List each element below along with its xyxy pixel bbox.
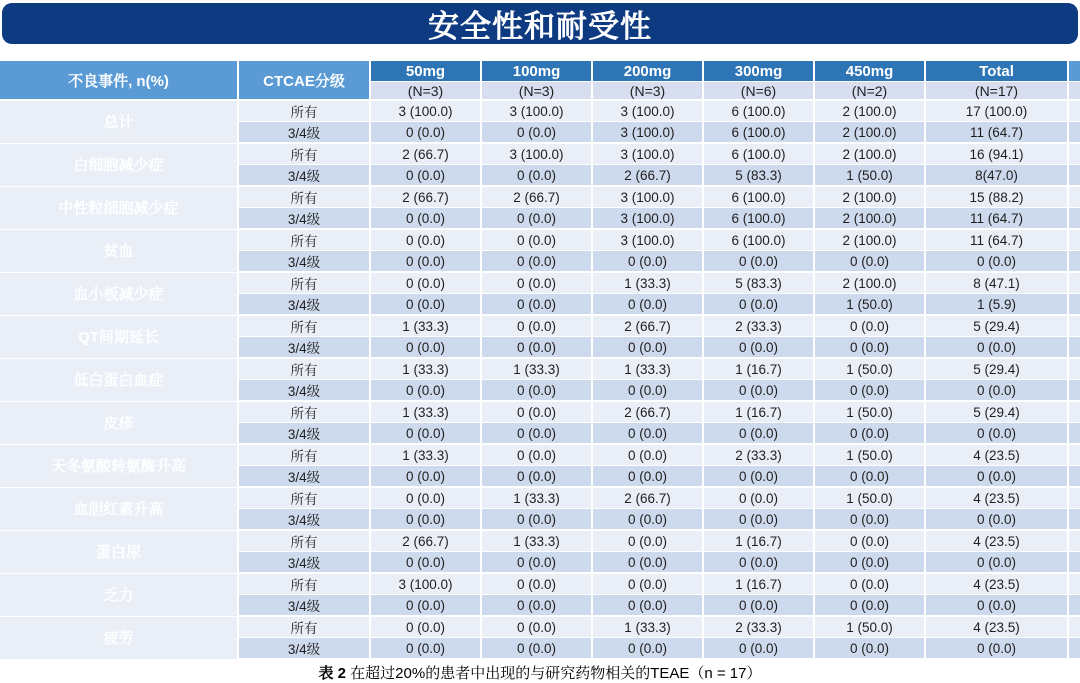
edge-strip-subheader — [1068, 82, 1080, 101]
event-label: 乏力 — [0, 573, 238, 616]
value-cell: 0 (0.0) — [592, 509, 703, 531]
col-subheader-n-200mg: (N=3) — [592, 82, 703, 101]
value-cell: 3 (100.0) — [481, 100, 592, 122]
grade-label-3-4: 3/4级 — [238, 509, 370, 531]
value-cell: 0 (0.0) — [481, 444, 592, 466]
edge-strip-cell — [1068, 552, 1080, 574]
value-cell: 0 (0.0) — [481, 315, 592, 337]
value-cell: 6 (100.0) — [703, 186, 814, 208]
value-cell: 0 (0.0) — [592, 294, 703, 316]
value-cell: 0 (0.0) — [592, 423, 703, 445]
value-cell: 3 (100.0) — [592, 143, 703, 165]
col-header-dose-300mg: 300mg — [703, 61, 814, 82]
value-cell: 0 (0.0) — [481, 337, 592, 359]
col-header-ctcae-grade: CTCAE分级 — [238, 61, 370, 100]
edge-strip-cell — [1068, 423, 1080, 445]
table-row — [0, 616, 1080, 638]
value-cell: 0 (0.0) — [814, 573, 925, 595]
value-cell: 0 (0.0) — [814, 423, 925, 445]
grade-label-all: 所有 — [238, 444, 370, 466]
grade-label-all: 所有 — [238, 401, 370, 423]
edge-strip-cell — [1068, 444, 1080, 466]
grade-label-3-4: 3/4级 — [238, 423, 370, 445]
value-cell: 1 (33.3) — [370, 444, 481, 466]
value-cell: 0 (0.0) — [592, 466, 703, 488]
value-cell: 0 (0.0) — [592, 530, 703, 552]
value-cell: 0 (0.0) — [481, 616, 592, 638]
value-cell: 4 (23.5) — [925, 573, 1068, 595]
table-row — [0, 100, 1080, 122]
value-cell: 0 (0.0) — [481, 552, 592, 574]
value-cell: 3 (100.0) — [481, 143, 592, 165]
value-cell: 6 (100.0) — [703, 100, 814, 122]
value-cell: 1 (33.3) — [592, 616, 703, 638]
value-cell: 2 (100.0) — [814, 122, 925, 144]
value-cell: 8(47.0) — [925, 165, 1068, 187]
value-cell: 0 (0.0) — [814, 638, 925, 660]
table-row — [0, 530, 1080, 552]
value-cell: 0 (0.0) — [814, 251, 925, 273]
value-cell: 2 (100.0) — [814, 208, 925, 230]
value-cell: 0 (0.0) — [703, 337, 814, 359]
value-cell: 11 (64.7) — [925, 229, 1068, 251]
value-cell: 2 (100.0) — [814, 186, 925, 208]
value-cell: 2 (66.7) — [592, 315, 703, 337]
grade-label-3-4: 3/4级 — [238, 251, 370, 273]
value-cell: 0 (0.0) — [703, 595, 814, 617]
value-cell: 0 (0.0) — [703, 509, 814, 531]
value-cell: 0 (0.0) — [814, 509, 925, 531]
event-label: 低白蛋白血症 — [0, 358, 238, 401]
value-cell: 0 (0.0) — [814, 380, 925, 402]
value-cell: 6 (100.0) — [703, 208, 814, 230]
value-cell: 0 (0.0) — [925, 251, 1068, 273]
edge-strip-cell — [1068, 380, 1080, 402]
edge-strip-cell — [1068, 487, 1080, 509]
value-cell: 5 (83.3) — [703, 165, 814, 187]
value-cell: 0 (0.0) — [481, 423, 592, 445]
value-cell: 1 (16.7) — [703, 573, 814, 595]
value-cell: 3 (100.0) — [592, 229, 703, 251]
value-cell: 0 (0.0) — [925, 552, 1068, 574]
value-cell: 0 (0.0) — [370, 616, 481, 638]
value-cell: 11 (64.7) — [925, 122, 1068, 144]
edge-strip-cell — [1068, 401, 1080, 423]
value-cell: 0 (0.0) — [592, 380, 703, 402]
value-cell: 0 (0.0) — [814, 530, 925, 552]
value-cell: 15 (88.2) — [925, 186, 1068, 208]
value-cell: 0 (0.0) — [481, 380, 592, 402]
value-cell: 0 (0.0) — [925, 595, 1068, 617]
value-cell: 0 (0.0) — [481, 165, 592, 187]
grade-label-3-4: 3/4级 — [238, 595, 370, 617]
col-subheader-n-450mg: (N=2) — [814, 82, 925, 101]
value-cell: 2 (100.0) — [814, 143, 925, 165]
value-cell: 1 (33.3) — [481, 487, 592, 509]
value-cell: 0 (0.0) — [703, 251, 814, 273]
value-cell: 0 (0.0) — [370, 423, 481, 445]
value-cell: 4 (23.5) — [925, 530, 1068, 552]
table-row — [0, 487, 1080, 509]
edge-strip-cell — [1068, 616, 1080, 638]
grade-label-all: 所有 — [238, 616, 370, 638]
value-cell: 2 (66.7) — [592, 401, 703, 423]
value-cell: 1 (33.3) — [370, 401, 481, 423]
safety-table — [0, 61, 1080, 660]
value-cell: 3 (100.0) — [370, 100, 481, 122]
value-cell: 5 (29.4) — [925, 315, 1068, 337]
value-cell: 0 (0.0) — [814, 337, 925, 359]
value-cell: 0 (0.0) — [925, 638, 1068, 660]
grade-label-3-4: 3/4级 — [238, 466, 370, 488]
value-cell: 0 (0.0) — [370, 208, 481, 230]
col-header-adverse-event: 不良事件, n(%) — [0, 61, 238, 100]
edge-strip-cell — [1068, 638, 1080, 660]
value-cell: 0 (0.0) — [370, 251, 481, 273]
value-cell: 0 (0.0) — [925, 380, 1068, 402]
grade-label-all: 所有 — [238, 358, 370, 380]
event-label: 蛋白尿 — [0, 530, 238, 573]
edge-strip-cell — [1068, 337, 1080, 359]
value-cell: 2 (66.7) — [592, 487, 703, 509]
value-cell: 0 (0.0) — [703, 638, 814, 660]
grade-label-3-4: 3/4级 — [238, 638, 370, 660]
value-cell: 0 (0.0) — [481, 509, 592, 531]
value-cell: 2 (100.0) — [814, 229, 925, 251]
edge-strip-cell — [1068, 208, 1080, 230]
event-label: 总计 — [0, 100, 238, 143]
value-cell: 0 (0.0) — [481, 208, 592, 230]
title-bar — [2, 3, 1078, 44]
value-cell: 1 (50.0) — [814, 294, 925, 316]
value-cell: 11 (64.7) — [925, 208, 1068, 230]
table-row — [0, 444, 1080, 466]
grade-label-3-4: 3/4级 — [238, 122, 370, 144]
value-cell: 6 (100.0) — [703, 143, 814, 165]
value-cell: 0 (0.0) — [370, 595, 481, 617]
col-subheader-n-300mg: (N=6) — [703, 82, 814, 101]
edge-strip-cell — [1068, 595, 1080, 617]
value-cell: 1 (50.0) — [814, 401, 925, 423]
value-cell: 0 (0.0) — [703, 423, 814, 445]
value-cell: 0 (0.0) — [592, 337, 703, 359]
edge-strip-cell — [1068, 573, 1080, 595]
event-label: 疲劳 — [0, 616, 238, 659]
edge-strip-cell — [1068, 165, 1080, 187]
value-cell: 4 (23.5) — [925, 487, 1068, 509]
grade-label-all: 所有 — [238, 573, 370, 595]
value-cell: 0 (0.0) — [703, 552, 814, 574]
col-header-dose-50mg: 50mg — [370, 61, 481, 82]
value-cell: 3 (100.0) — [592, 122, 703, 144]
grade-label-3-4: 3/4级 — [238, 380, 370, 402]
event-label: 天冬氨酸转氨酶升高 — [0, 444, 238, 487]
value-cell: 0 (0.0) — [481, 229, 592, 251]
value-cell: 1 (16.7) — [703, 401, 814, 423]
value-cell: 6 (100.0) — [703, 122, 814, 144]
value-cell: 1 (33.3) — [370, 315, 481, 337]
edge-strip-cell — [1068, 294, 1080, 316]
edge-strip-cell — [1068, 100, 1080, 122]
value-cell: 0 (0.0) — [925, 423, 1068, 445]
caption-prefix: 表 2 — [318, 665, 346, 682]
value-cell: 1 (16.7) — [703, 530, 814, 552]
edge-strip-cell — [1068, 229, 1080, 251]
value-cell: 0 (0.0) — [814, 315, 925, 337]
grade-label-all: 所有 — [238, 487, 370, 509]
value-cell: 2 (100.0) — [814, 100, 925, 122]
value-cell: 0 (0.0) — [481, 401, 592, 423]
value-cell: 0 (0.0) — [370, 165, 481, 187]
value-cell: 8 (47.1) — [925, 272, 1068, 294]
caption-text: 在超过20%的患者中出现的与研究药物相关的TEAE（n = 17） — [350, 665, 762, 682]
value-cell: 1 (33.3) — [481, 530, 592, 552]
edge-strip-cell — [1068, 466, 1080, 488]
value-cell: 3 (100.0) — [592, 186, 703, 208]
table-row — [0, 272, 1080, 294]
value-cell: 5 (29.4) — [925, 401, 1068, 423]
value-cell: 1 (33.3) — [481, 358, 592, 380]
event-label: QT间期延长 — [0, 315, 238, 358]
value-cell: 0 (0.0) — [592, 251, 703, 273]
table-body — [0, 100, 1080, 659]
event-label: 血小板减少症 — [0, 272, 238, 315]
table-row — [0, 358, 1080, 380]
value-cell: 0 (0.0) — [925, 466, 1068, 488]
value-cell: 0 (0.0) — [814, 466, 925, 488]
page-title: 安全性和耐受性 — [428, 9, 652, 44]
value-cell: 0 (0.0) — [370, 638, 481, 660]
edge-strip-cell — [1068, 122, 1080, 144]
value-cell: 1 (33.3) — [370, 358, 481, 380]
col-subheader-n-100mg: (N=3) — [481, 82, 592, 101]
value-cell: 0 (0.0) — [592, 638, 703, 660]
table-header — [0, 61, 1080, 100]
col-header-dose-total: Total — [925, 61, 1068, 82]
event-label: 中性粒细胞减少症 — [0, 186, 238, 229]
col-subheader-n-total: (N=17) — [925, 82, 1068, 101]
value-cell: 0 (0.0) — [814, 552, 925, 574]
col-header-dose-200mg: 200mg — [592, 61, 703, 82]
value-cell: 0 (0.0) — [481, 595, 592, 617]
value-cell: 1 (50.0) — [814, 616, 925, 638]
edge-strip-header — [1068, 61, 1080, 82]
value-cell: 0 (0.0) — [703, 380, 814, 402]
event-label: 皮疹 — [0, 401, 238, 444]
edge-strip-cell — [1068, 358, 1080, 380]
value-cell: 6 (100.0) — [703, 229, 814, 251]
value-cell: 2 (100.0) — [814, 272, 925, 294]
value-cell: 0 (0.0) — [703, 487, 814, 509]
value-cell: 0 (0.0) — [370, 294, 481, 316]
edge-strip-cell — [1068, 315, 1080, 337]
edge-strip-cell — [1068, 143, 1080, 165]
value-cell: 0 (0.0) — [592, 595, 703, 617]
value-cell: 0 (0.0) — [481, 466, 592, 488]
table-caption — [0, 662, 1080, 683]
value-cell: 1 (50.0) — [814, 487, 925, 509]
value-cell: 0 (0.0) — [370, 337, 481, 359]
value-cell: 0 (0.0) — [370, 122, 481, 144]
edge-strip-cell — [1068, 251, 1080, 273]
value-cell: 2 (66.7) — [481, 186, 592, 208]
event-label: 白细胞减少症 — [0, 143, 238, 186]
value-cell: 17 (100.0) — [925, 100, 1068, 122]
table-row — [0, 229, 1080, 251]
value-cell: 0 (0.0) — [370, 272, 481, 294]
value-cell: 1 (5.9) — [925, 294, 1068, 316]
value-cell: 3 (100.0) — [592, 100, 703, 122]
value-cell: 0 (0.0) — [481, 638, 592, 660]
col-header-dose-450mg: 450mg — [814, 61, 925, 82]
event-label: 血胆红素升高 — [0, 487, 238, 530]
value-cell: 0 (0.0) — [481, 294, 592, 316]
value-cell: 0 (0.0) — [481, 251, 592, 273]
edge-strip-cell — [1068, 272, 1080, 294]
grade-label-3-4: 3/4级 — [238, 294, 370, 316]
grade-label-all: 所有 — [238, 229, 370, 251]
value-cell: 1 (16.7) — [703, 358, 814, 380]
value-cell: 0 (0.0) — [370, 509, 481, 531]
value-cell: 2 (66.7) — [370, 143, 481, 165]
table-row — [0, 186, 1080, 208]
value-cell: 2 (66.7) — [592, 165, 703, 187]
value-cell: 16 (94.1) — [925, 143, 1068, 165]
value-cell: 2 (66.7) — [370, 186, 481, 208]
value-cell: 0 (0.0) — [592, 444, 703, 466]
grade-label-all: 所有 — [238, 530, 370, 552]
value-cell: 1 (33.3) — [592, 358, 703, 380]
table-row — [0, 401, 1080, 423]
edge-strip-cell — [1068, 186, 1080, 208]
value-cell: 1 (33.3) — [592, 272, 703, 294]
value-cell: 0 (0.0) — [481, 122, 592, 144]
col-header-dose-100mg: 100mg — [481, 61, 592, 82]
value-cell: 5 (29.4) — [925, 358, 1068, 380]
grade-label-all: 所有 — [238, 100, 370, 122]
table-row — [0, 573, 1080, 595]
value-cell: 0 (0.0) — [814, 595, 925, 617]
value-cell: 0 (0.0) — [925, 337, 1068, 359]
value-cell: 0 (0.0) — [592, 573, 703, 595]
value-cell: 3 (100.0) — [592, 208, 703, 230]
value-cell: 0 (0.0) — [481, 573, 592, 595]
value-cell: 0 (0.0) — [370, 487, 481, 509]
grade-label-3-4: 3/4级 — [238, 552, 370, 574]
value-cell: 2 (66.7) — [370, 530, 481, 552]
value-cell: 0 (0.0) — [703, 294, 814, 316]
value-cell: 2 (33.3) — [703, 616, 814, 638]
slide — [0, 3, 1080, 683]
value-cell: 0 (0.0) — [370, 229, 481, 251]
table-row — [0, 315, 1080, 337]
value-cell: 4 (23.5) — [925, 444, 1068, 466]
value-cell: 0 (0.0) — [703, 466, 814, 488]
grade-label-all: 所有 — [238, 272, 370, 294]
value-cell: 0 (0.0) — [592, 552, 703, 574]
value-cell: 2 (33.3) — [703, 444, 814, 466]
value-cell: 1 (50.0) — [814, 358, 925, 380]
edge-strip-cell — [1068, 509, 1080, 531]
value-cell: 0 (0.0) — [925, 509, 1068, 531]
value-cell: 0 (0.0) — [370, 380, 481, 402]
value-cell: 2 (33.3) — [703, 315, 814, 337]
event-label: 贫血 — [0, 229, 238, 272]
edge-strip-cell — [1068, 530, 1080, 552]
value-cell: 0 (0.0) — [481, 272, 592, 294]
value-cell: 5 (83.3) — [703, 272, 814, 294]
grade-label-3-4: 3/4级 — [238, 337, 370, 359]
grade-label-all: 所有 — [238, 186, 370, 208]
value-cell: 0 (0.0) — [370, 466, 481, 488]
value-cell: 0 (0.0) — [370, 552, 481, 574]
grade-label-3-4: 3/4级 — [238, 208, 370, 230]
value-cell: 4 (23.5) — [925, 616, 1068, 638]
grade-label-all: 所有 — [238, 315, 370, 337]
table-row — [0, 143, 1080, 165]
value-cell: 1 (50.0) — [814, 165, 925, 187]
value-cell: 3 (100.0) — [370, 573, 481, 595]
col-subheader-n-50mg: (N=3) — [370, 82, 481, 101]
grade-label-3-4: 3/4级 — [238, 165, 370, 187]
grade-label-all: 所有 — [238, 143, 370, 165]
value-cell: 1 (50.0) — [814, 444, 925, 466]
